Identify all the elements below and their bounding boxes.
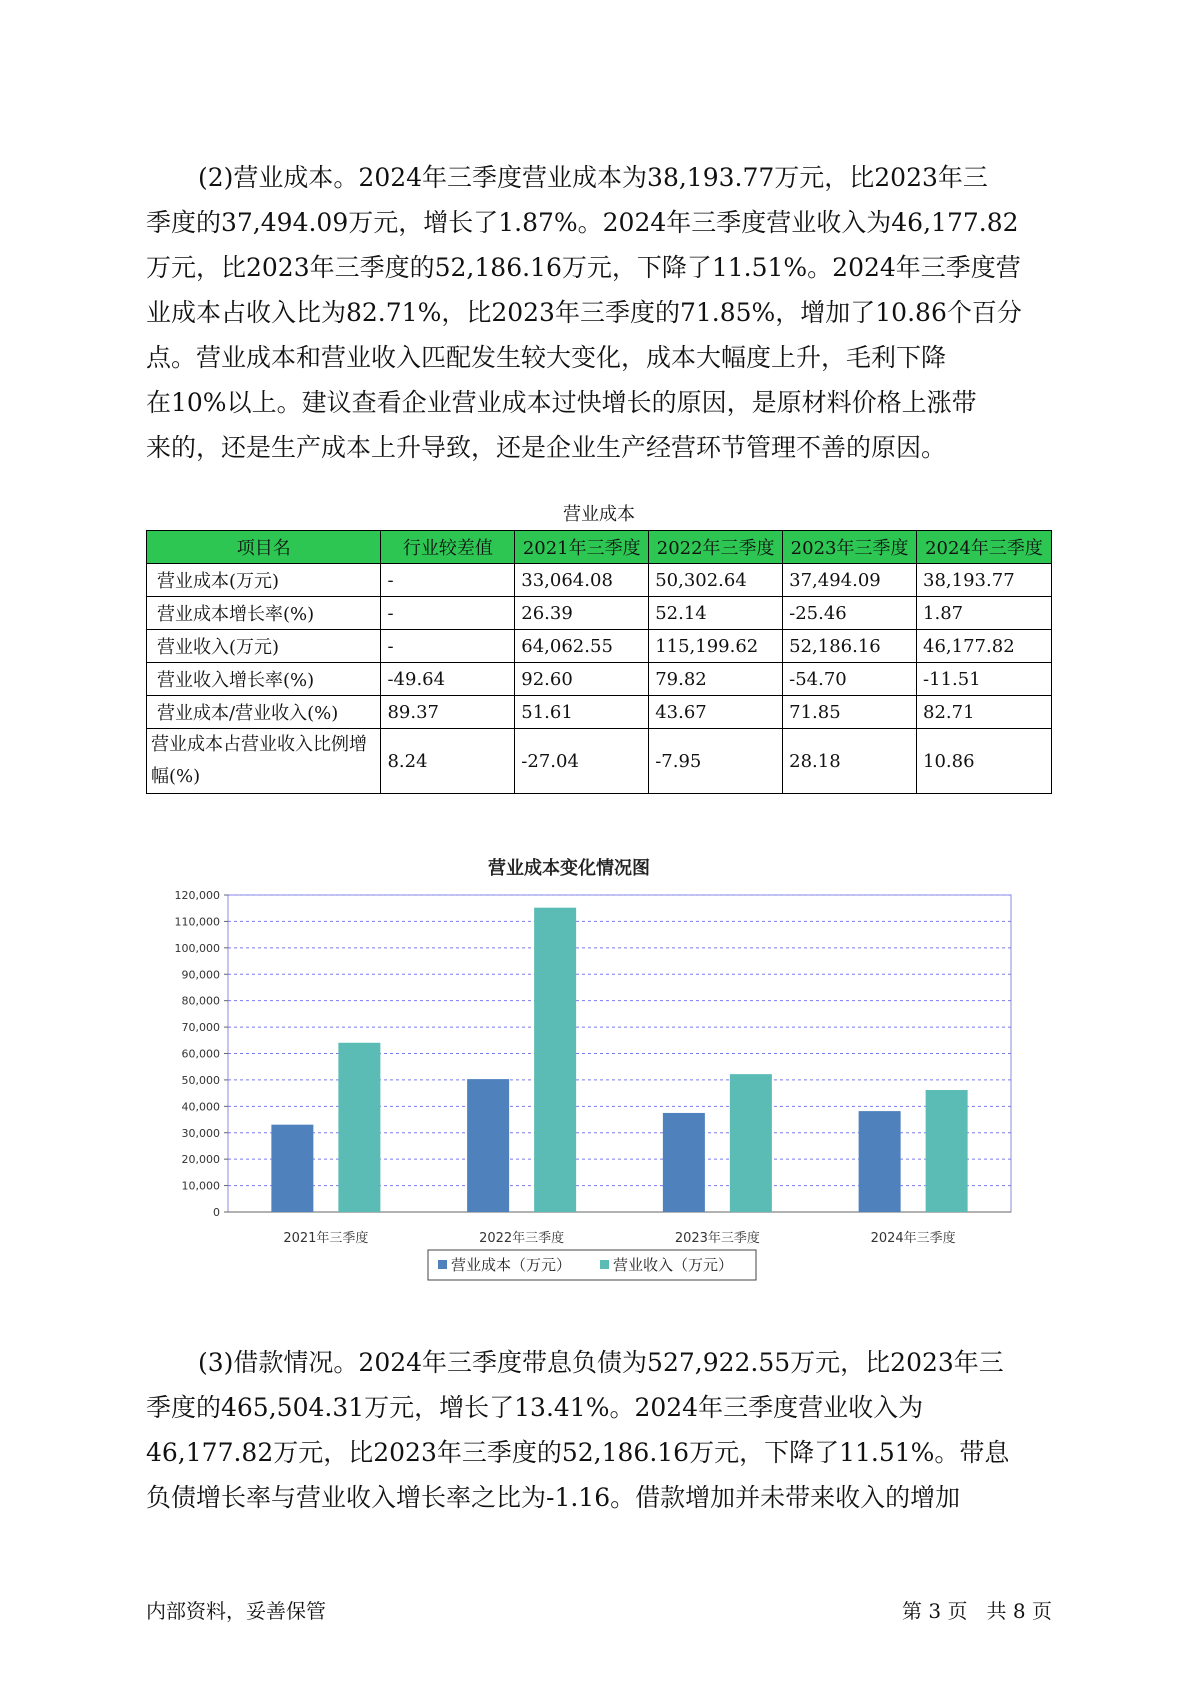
table-row	[147, 564, 1052, 597]
row-label: 营业成本(万元)	[147, 564, 381, 597]
table-cell: 50,302.64	[649, 564, 783, 597]
table-cell: 89.37	[381, 696, 515, 729]
table-cell: -25.46	[783, 597, 917, 630]
y-tick-label: 10,000	[181, 1179, 220, 1193]
header-cell: 2023年三季度	[783, 531, 917, 564]
table-cell: 52,186.16	[783, 630, 917, 663]
header-cell: 2022年三季度	[649, 531, 783, 564]
text-line: (3)借款情况。2024年三季度带息负债为527,922.55万元，比2023年三	[198, 1348, 1004, 1377]
bar	[467, 1079, 509, 1212]
table-cell: -49.64	[381, 663, 515, 696]
y-tick-label: 60,000	[181, 1047, 220, 1061]
table-cell: 38,193.77	[917, 564, 1052, 597]
table-cell: 71.85	[783, 696, 917, 729]
footer-page-number: 第 3 页 共 8 页	[902, 1599, 1052, 1623]
table-cell: 82.71	[917, 696, 1052, 729]
table-cell: 33,064.08	[515, 564, 649, 597]
paragraph-borrowing	[146, 1340, 1052, 1520]
text-line: 来的，还是生产成本上升导致，还是企业生产经营环节管理不善的原因。	[146, 433, 947, 462]
text-line: 季度的37,494.09万元，增长了1.87%。2024年三季度营业收入为46,177.82	[146, 208, 1019, 237]
table-cell: 10.86	[917, 729, 1052, 794]
table-cell: -	[381, 597, 515, 630]
bar	[926, 1090, 968, 1212]
footer-confidential-note: 内部资料，妥善保管	[146, 1599, 326, 1623]
text-line: 在10%以上。建议查看企业营业成本过快增长的原因，是原材料价格上涨带	[146, 388, 977, 417]
text-line: 万元，比2023年三季度的52,186.16万元，下降了11.51%。2024年三季度营	[146, 253, 1021, 282]
y-tick-label: 120,000	[174, 889, 220, 902]
header-cell: 行业较差值	[381, 531, 515, 564]
table-cell: 64,062.55	[515, 630, 649, 663]
table-cell: 51.61	[515, 696, 649, 729]
bar	[663, 1113, 705, 1212]
table-cell: 52.14	[649, 597, 783, 630]
x-tick-label: 2022年三季度	[479, 1231, 565, 1246]
table-cell: -	[381, 564, 515, 597]
table-cell: 92.60	[515, 663, 649, 696]
text-line: (2)营业成本。2024年三季度营业成本为38,193.77万元，比2023年三	[198, 163, 988, 192]
header-cell: 2021年三季度	[515, 531, 649, 564]
table-cell: 26.39	[515, 597, 649, 630]
table-row	[147, 663, 1052, 696]
y-tick-label: 30,000	[181, 1126, 220, 1140]
legend-swatch	[438, 1260, 447, 1269]
text-line: 业成本占收入比为82.71%，比2023年三季度的71.85%，增加了10.86个百分	[146, 298, 1022, 327]
y-tick-label: 100,000	[174, 941, 220, 955]
operating-cost-chart	[146, 850, 1052, 1300]
table-cell: 1.87	[917, 597, 1052, 630]
legend-label: 营业收入（万元）	[613, 1256, 734, 1274]
y-tick-label: 50,000	[181, 1073, 220, 1087]
text-line: 点。营业成本和营业收入匹配发生较大变化，成本大幅度上升，毛利下降	[146, 343, 947, 372]
table-header-row	[147, 531, 1052, 564]
y-tick-label: 70,000	[181, 1021, 220, 1035]
row-label: 营业成本/营业收入(%)	[147, 696, 381, 729]
row-label: 营业成本增长率(%)	[147, 597, 381, 630]
table-cell: 46,177.82	[917, 630, 1052, 663]
y-tick-label: 90,000	[181, 968, 220, 982]
paragraph-operating-cost	[146, 155, 1052, 470]
table-cell: 43.67	[649, 696, 783, 729]
text-line: 负债增长率与营业收入增长率之比为-1.16。借款增加并未带来收入的增加	[146, 1483, 961, 1512]
bar	[271, 1125, 313, 1212]
chart-title: 营业成本变化情况图	[488, 858, 650, 879]
table-cell: -11.51	[917, 663, 1052, 696]
table-cell: 115,199.62	[649, 630, 783, 663]
table-row	[147, 729, 1052, 794]
chart-svg	[146, 850, 1052, 1300]
text-line: 46,177.82万元，比2023年三季度的52,186.16万元，下降了11.51%。带息	[146, 1438, 1010, 1467]
table-cell: 79.82	[649, 663, 783, 696]
table-cell: 37,494.09	[783, 564, 917, 597]
legend-label: 营业成本（万元）	[451, 1256, 572, 1274]
row-label: 营业成本占营业收入比例增幅(%)	[147, 729, 381, 794]
row-label: 营业收入增长率(%)	[147, 663, 381, 696]
table-cell: 8.24	[381, 729, 515, 794]
header-cell: 2024年三季度	[917, 531, 1052, 564]
y-tick-label: 80,000	[181, 994, 220, 1008]
table-cell: -54.70	[783, 663, 917, 696]
bar	[534, 908, 576, 1212]
text-line: 季度的465,504.31万元，增长了13.41%。2024年三季度营业收入为	[146, 1393, 924, 1422]
table-row	[147, 597, 1052, 630]
bar	[859, 1111, 901, 1212]
y-tick-label: 20,000	[181, 1153, 220, 1167]
x-tick-label: 2021年三季度	[283, 1231, 369, 1246]
operating-cost-table	[146, 530, 1052, 794]
x-tick-label: 2023年三季度	[674, 1231, 760, 1246]
y-tick-label: 40,000	[181, 1100, 220, 1114]
table-row	[147, 630, 1052, 663]
table-cell: -	[381, 630, 515, 663]
table-cell: -27.04	[515, 729, 649, 794]
table-title: 营业成本	[563, 504, 635, 525]
y-tick-label: 110,000	[174, 915, 220, 929]
table-cell: -7.95	[649, 729, 783, 794]
table-row	[147, 696, 1052, 729]
row-label: 营业收入(万元)	[147, 630, 381, 663]
x-tick-label: 2024年三季度	[870, 1231, 956, 1246]
table-cell: 28.18	[783, 729, 917, 794]
y-tick-label: 0	[213, 1206, 220, 1219]
legend-swatch	[600, 1260, 609, 1269]
bar	[338, 1043, 380, 1212]
bar	[730, 1074, 772, 1212]
header-cell: 项目名	[147, 531, 381, 564]
